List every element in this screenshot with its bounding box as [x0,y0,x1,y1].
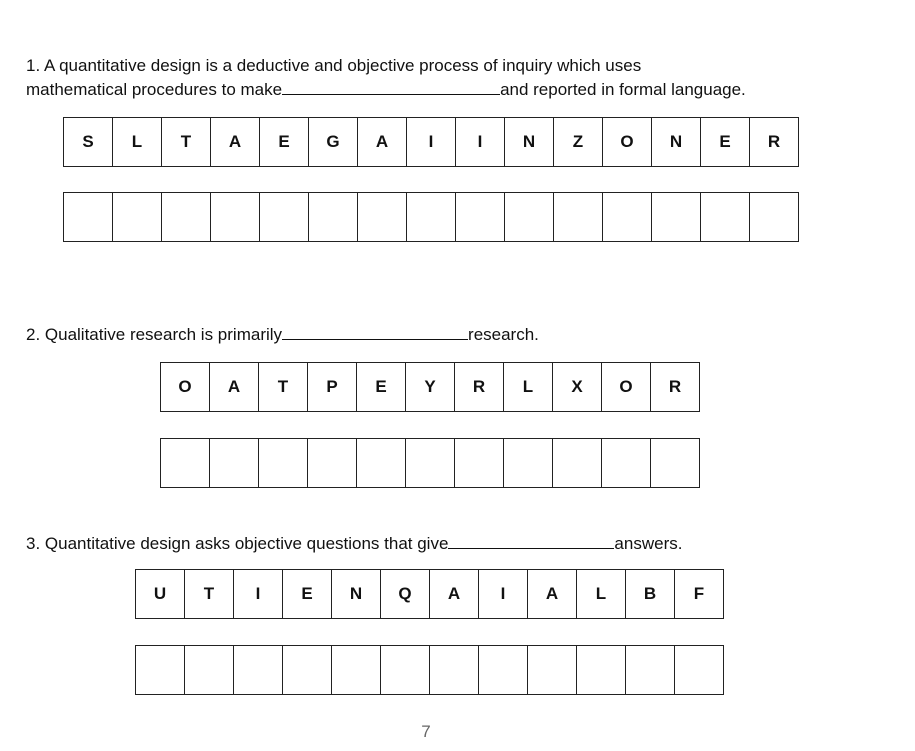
letter-tile: O [161,363,210,412]
letter-tile: L [504,363,553,412]
answer-box[interactable] [750,193,799,242]
letter-tile: A [211,118,260,167]
answer-box[interactable] [701,193,750,242]
question-1-answer-grid[interactable] [63,192,799,242]
question-1-blank [282,77,500,95]
letter-tile: Q [381,570,430,619]
letter-tile: U [136,570,185,619]
question-1-text-after: and reported in formal language. [500,80,746,99]
question-2-text-before: 2. Qualitative research is primarily [26,325,283,344]
answer-box[interactable] [455,439,504,488]
question-1-line-1: 1. A quantitative design is a deductive and objective process of inquiry which uses [26,56,642,75]
question-3 [26,531,682,555]
answer-box[interactable] [675,646,724,695]
letter-tile: Z [554,118,603,167]
answer-box[interactable] [456,193,505,242]
question-3-text-before: 3. Quantitative design asks objective questions that give [26,534,449,553]
letter-tile: L [577,570,626,619]
letter-tile: X [553,363,602,412]
answer-box[interactable] [309,193,358,242]
letter-tile: E [701,118,750,167]
answer-box[interactable] [504,439,553,488]
question-1-scrambled-grid [63,117,799,167]
letter-tile: A [358,118,407,167]
letter-tile: E [357,363,406,412]
answer-box[interactable] [651,439,700,488]
answer-box[interactable] [308,439,357,488]
letter-tile: I [407,118,456,167]
letter-tile: R [750,118,799,167]
letter-tile: A [430,570,479,619]
answer-box[interactable] [407,193,456,242]
letter-tile: T [185,570,234,619]
letter-tile: F [675,570,724,619]
letter-tile: I [479,570,528,619]
answer-box[interactable] [259,439,308,488]
letter-tile: N [505,118,554,167]
answer-box[interactable] [211,193,260,242]
letter-tile: G [309,118,358,167]
answer-box[interactable] [505,193,554,242]
letter-tile: N [652,118,701,167]
letter-tile: T [259,363,308,412]
letter-tile: I [234,570,283,619]
letter-tile: I [456,118,505,167]
answer-box[interactable] [554,193,603,242]
answer-box[interactable] [602,439,651,488]
answer-box[interactable] [603,193,652,242]
question-2-text-after: research. [468,325,539,344]
letter-tile: R [651,363,700,412]
letter-tile: P [308,363,357,412]
answer-box[interactable] [283,646,332,695]
letter-tile: T [162,118,211,167]
answer-box[interactable] [528,646,577,695]
answer-box[interactable] [234,646,283,695]
answer-box[interactable] [260,193,309,242]
answer-box[interactable] [626,646,675,695]
letter-tile: E [260,118,309,167]
letter-tile: N [332,570,381,619]
question-2-blank [282,322,468,340]
letter-tile: O [602,363,651,412]
letter-tile: A [528,570,577,619]
question-1-line-2 [26,77,746,101]
question-1 [26,54,746,101]
answer-box[interactable] [430,646,479,695]
letter-tile: A [210,363,259,412]
letter-tile: Y [406,363,455,412]
answer-box[interactable] [161,439,210,488]
answer-box[interactable] [185,646,234,695]
answer-box[interactable] [210,439,259,488]
answer-box[interactable] [357,439,406,488]
answer-box[interactable] [479,646,528,695]
letter-tile: L [113,118,162,167]
letter-tile: O [603,118,652,167]
letter-tile: B [626,570,675,619]
answer-box[interactable] [136,646,185,695]
answer-box[interactable] [652,193,701,242]
question-1-text-before: mathematical procedures to make [26,80,283,99]
question-3-text-after: answers. [614,534,683,553]
question-2-answer-grid[interactable] [160,438,700,488]
letter-tile: E [283,570,332,619]
question-3-blank [448,531,614,549]
answer-box[interactable] [406,439,455,488]
answer-box[interactable] [332,646,381,695]
answer-box[interactable] [577,646,626,695]
answer-box[interactable] [113,193,162,242]
question-3-answer-grid[interactable] [135,645,724,695]
answer-box[interactable] [64,193,113,242]
page-number: 7 [421,722,431,741]
question-2 [26,322,539,346]
answer-box[interactable] [553,439,602,488]
letter-tile: S [64,118,113,167]
answer-box[interactable] [162,193,211,242]
question-3-scrambled-grid [135,569,724,619]
answer-box[interactable] [381,646,430,695]
answer-box[interactable] [358,193,407,242]
question-2-scrambled-grid [160,362,700,412]
letter-tile: R [455,363,504,412]
